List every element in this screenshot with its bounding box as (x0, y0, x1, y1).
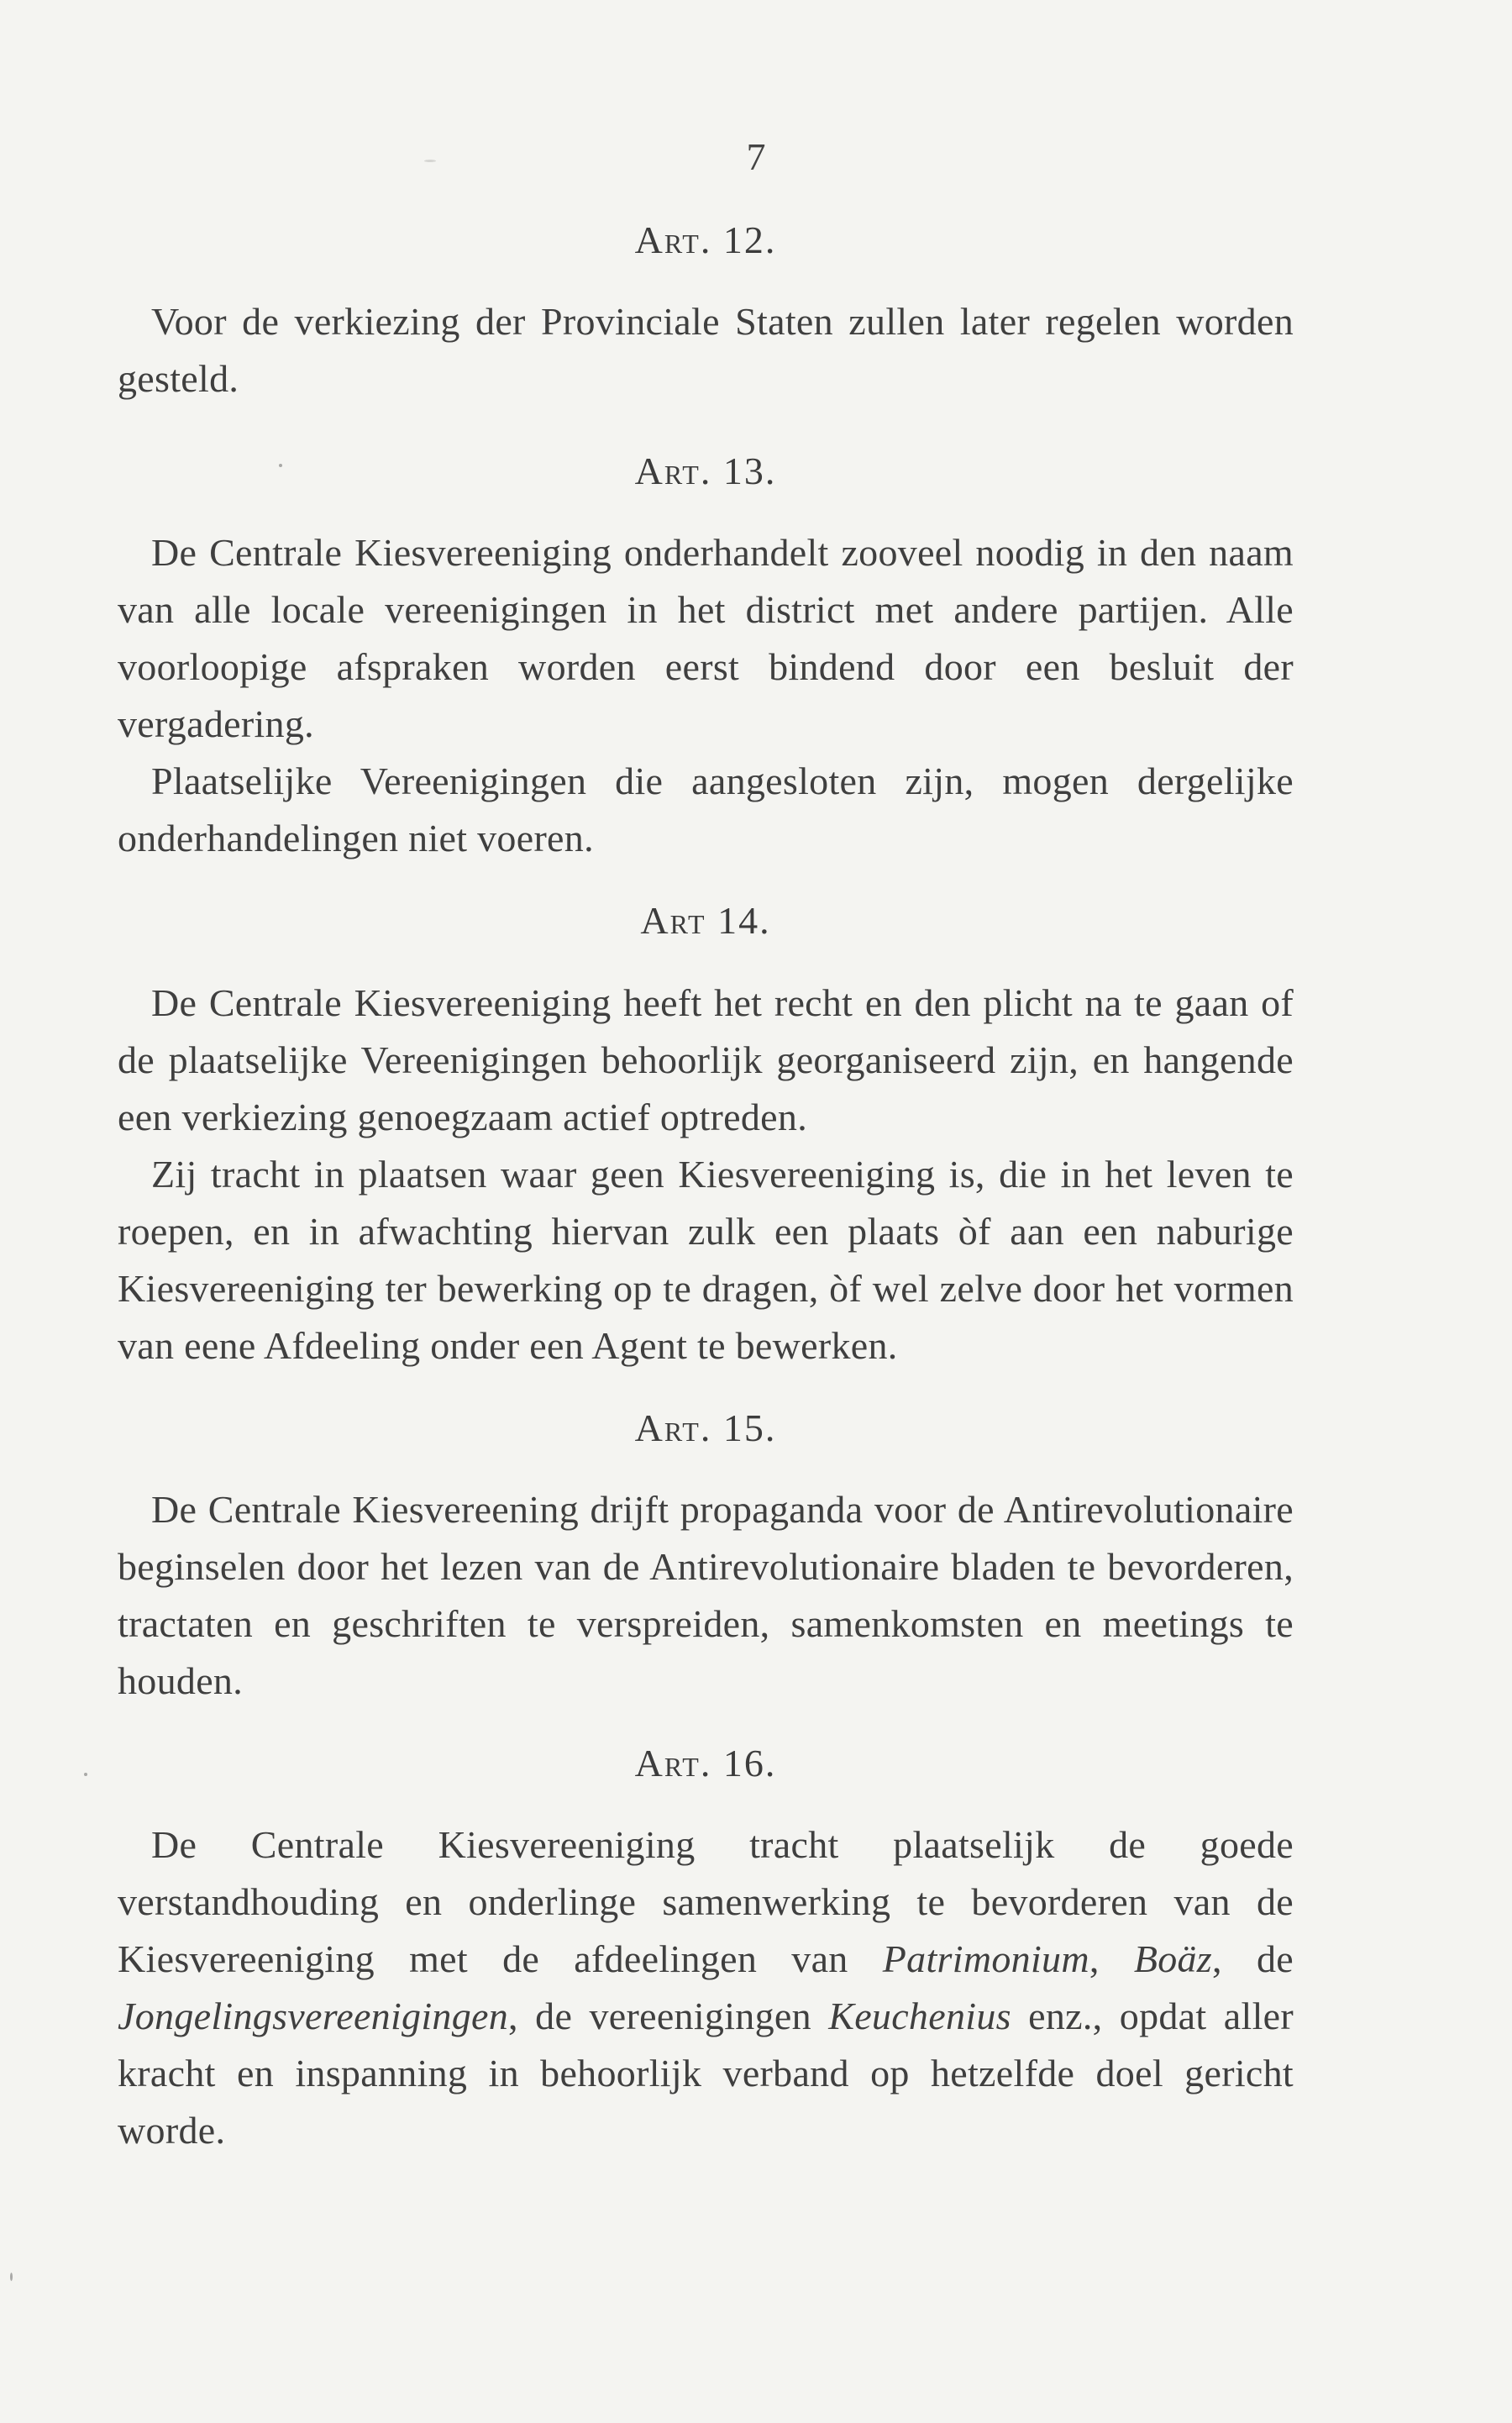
page-content (118, 217, 1294, 2159)
article-12-heading: Art. 12. (634, 218, 777, 261)
article-14-paragraph-1: De Centrale Kiesvereeniging heeft het recht en den plicht na te gaan of de plaatselijke Vereenigingen behoorlijk georganiseerd zijn, en hangende een verkiezing genoegzaam actief optreden. (118, 980, 1294, 1138)
article-13-heading: Art. 13. (634, 449, 777, 493)
scan-speck (424, 160, 436, 162)
article-13-paragraph-1: De Centrale Kiesvereeniging onderhandelt zooveel noodig in den naam van alle locale vereenigingen in het district met andere partijen. Alle voorloopige afspraken worden eerst bindend door een besluit der vergadering. (118, 531, 1294, 746)
article-14-heading: Art 14. (640, 899, 771, 943)
scan-speck (10, 2273, 13, 2281)
article-16-text-part-5: enz., opdat aller kracht en inspanning in behoorlijk verband op hetzelfde doel gericht worde. (118, 1994, 1294, 2152)
scan-speck (279, 464, 282, 467)
article-12-paragraph-1: Voor de verkiezing der Provinciale Staten zullen later regelen worden gesteld. (118, 300, 1294, 401)
page-number: 7 (746, 135, 766, 178)
article-16-paragraph-1 (118, 1816, 1294, 2159)
article-16-italic-jongelingsvereenigingen: Jongelingsvereenigingen (118, 1994, 509, 2037)
article-14-paragraph-2: Zij tracht in plaatsen waar geen Kiesvereeniging is, die in het leven te roepen, en in afwachting hiervan zulk een plaats òf aan een naburige Kiesvereeniging ter bewerking op te dragen, òf wel zelve door het vormen van eene Afdeeling onder een Agent te bewerken. (118, 1152, 1294, 1367)
article-15-paragraph-1: De Centrale Kiesvereening drijft propaganda voor de Antirevolutionaire beginselen door het lezen van de Antirevolutionaire bladen te bevorderen, tractaten en geschriften te verspreiden, samenkomsten en meetings te houden. (118, 1487, 1294, 1702)
article-16-italic-boaz: Boäz (1133, 1937, 1213, 1980)
article-16-italic-keuchenius: Keuchenius (828, 1994, 1011, 2037)
article-16-text-part-3: , de (1212, 1937, 1294, 1980)
article-16-text-part-2: , (1089, 1937, 1134, 1980)
scan-speck (84, 1773, 87, 1776)
article-13-paragraph-2: Plaatselijke Vereenigingen die aangesloten zijn, mogen dergelijke onderhandelingen niet voeren. (118, 759, 1294, 860)
article-15-heading: Art. 15. (634, 1406, 777, 1449)
article-16-italic-patrimonium: Patrimonium (882, 1937, 1089, 1980)
article-16-text-part-1: De Centrale Kiesvereeniging tracht plaatselijk de goede verstandhouding en onderlinge samenwerking te bevorderen van de Kiesvereeniging met de afdeelingen van (118, 1822, 1294, 1980)
article-16-text-part-4: , de vereenigingen (508, 1994, 829, 2037)
article-16-heading: Art. 16. (634, 1741, 777, 1784)
